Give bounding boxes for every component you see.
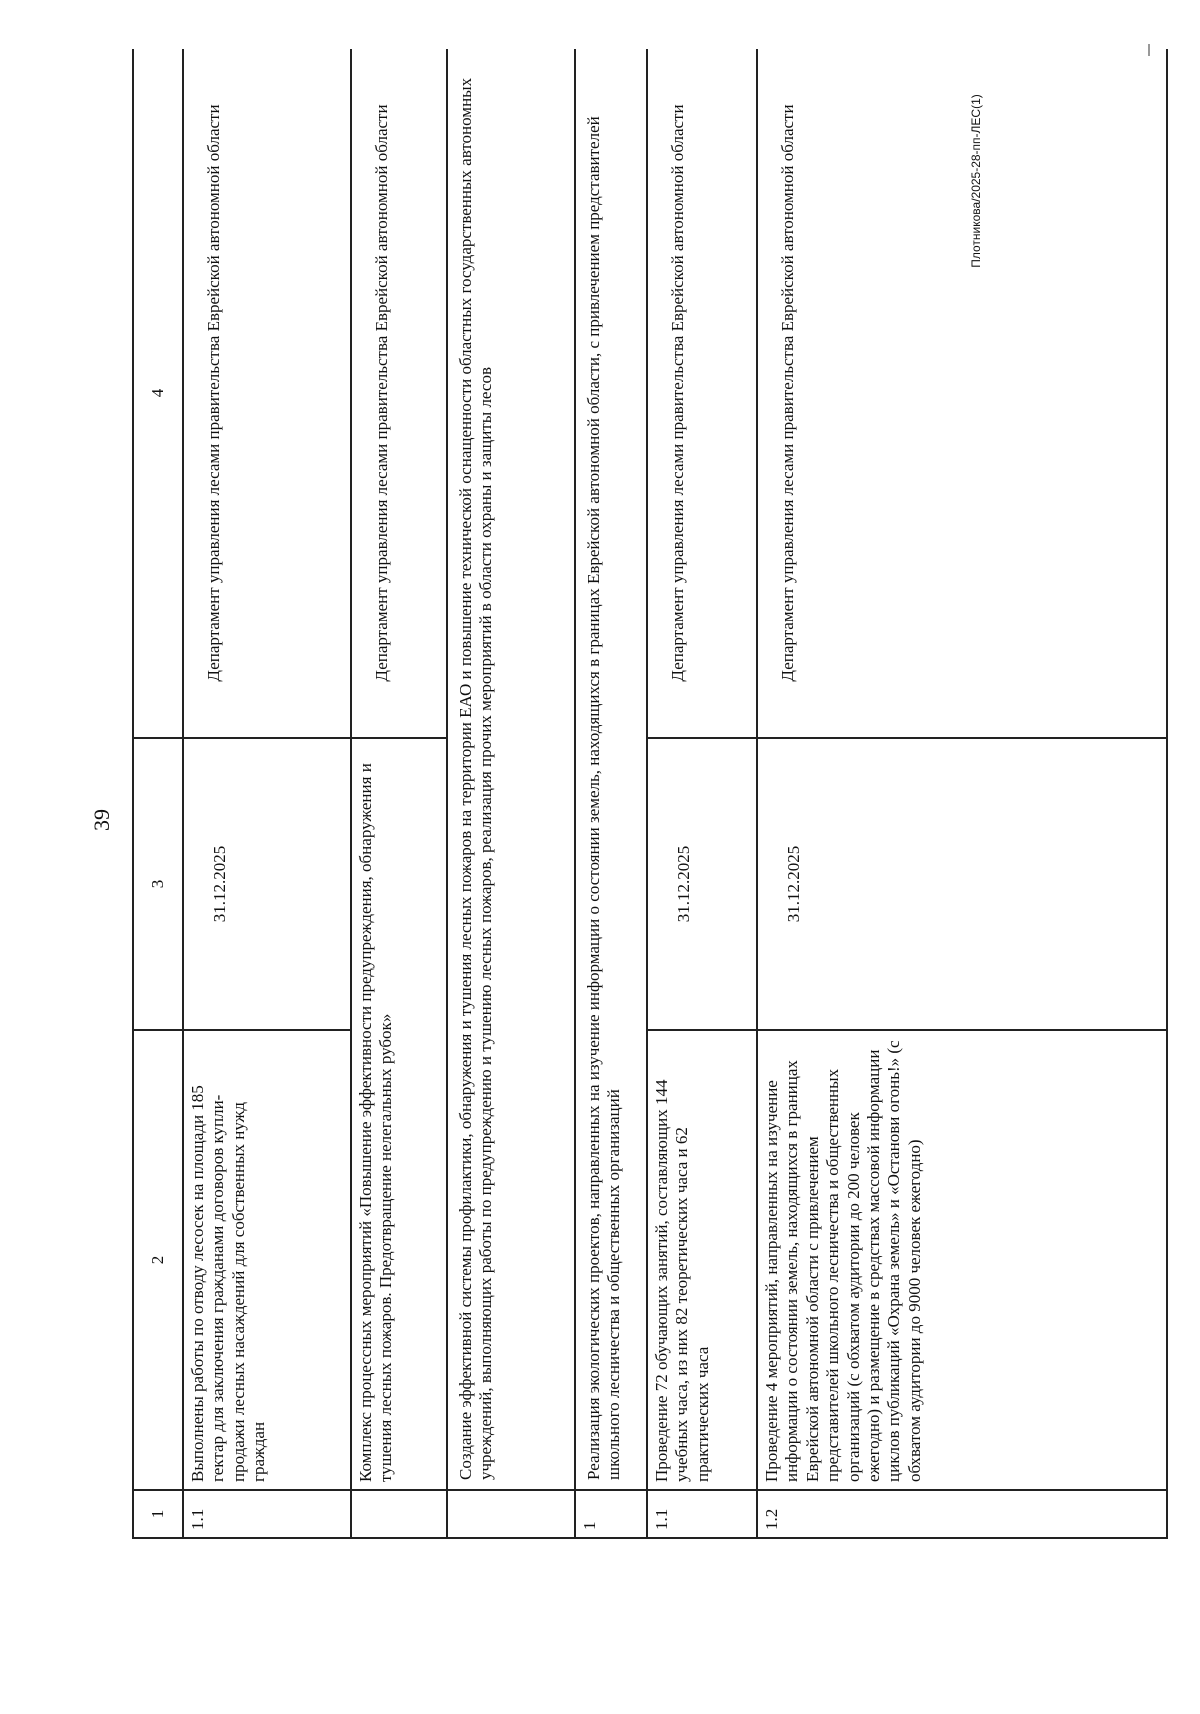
row-department: Департамент управления лесами правительства Еврейской автономной области [183,49,351,738]
row-date: 31.12.2025 [757,738,1167,1030]
row-description: Выполнены работы по отводу лесосек на площади 185 гектар для заключения гражданами договоров купли-продажи лесных насаждений для собственных нужд граждан [183,1030,351,1490]
table-row [647,49,757,1538]
table-row [447,49,575,1538]
table-header-row [133,49,183,1538]
row-department: Департамент управления лесами правительства Еврейской автономной области [757,49,1167,738]
row-description: Проведение 4 мероприятий, направленных на изучение информации о состоянии земель, находящихся в границах Еврейской автономной области с привлечением представителей школьного лесничества и общественных организаций (с обхватом аудитории до 200 человек ежегодно) и размещение в средствах массовой информации циклов публикаций «Охрана земель» и «Останови огонь!» (с обхватом аудитории до 9000 человек ежегодно) [757,1030,1167,1490]
row-number: 1.1 [183,1490,351,1538]
table-row [183,49,351,1538]
rotated-table [132,49,1168,1539]
table-row [757,49,1167,1538]
row-description: Проведение 72 обучающих занятий, составляющих 144 учебных часа, из них 82 теоретических часа и 62 практических часа [647,1030,757,1490]
row-number [447,1490,575,1538]
row-date: 31.12.2025 [647,738,757,1030]
page-number: 39 [89,809,114,831]
table-row [351,49,447,1538]
row-number: 1.1 [647,1490,757,1538]
header-col-4: 4 [133,49,183,738]
document-code: Плотникова/2025-28-пп-ЛЕС(1) [969,94,983,268]
row-number: 1 [575,1490,647,1538]
header-col-1: 1 [133,1490,183,1538]
row-date: 31.12.2025 [183,738,351,1030]
header-col-3: 3 [133,738,183,1030]
row-number [351,1490,447,1538]
table-container [132,49,1168,1539]
plan-table [132,49,1168,1539]
row-number: 1.2 [757,1490,1167,1538]
table-row [575,49,647,1538]
row-department: Департамент управления лесами правительства Еврейской автономной области [351,49,447,738]
row-description: Реализация экологических проектов, направленных на изучение информации о состоянии земель, находящихся в границах Еврейской автономной области, с привлечением представителей школьного лесничества и общественных организаций [575,49,647,1490]
row-department: Департамент управления лесами правительства Еврейской автономной области [647,49,757,738]
header-col-2: 2 [133,1030,183,1490]
row-description: Комплекс процессных мероприятий «Повышение эффективности предупреждения, обнаружения и тушения лесных пожаров. Предотвращение нелегальных рубок» [351,738,447,1490]
row-description: Создание эффективной системы профилактики, обнаружения и тушения лесных пожаров на территории ЕАО и повышение технической оснащенности областных государственных автономных учреждений, выполняющих работы по предупреждению и тушению лесных пожаров, реализация прочих мероприятий в области охраны и защиты лесов [447,49,575,1490]
